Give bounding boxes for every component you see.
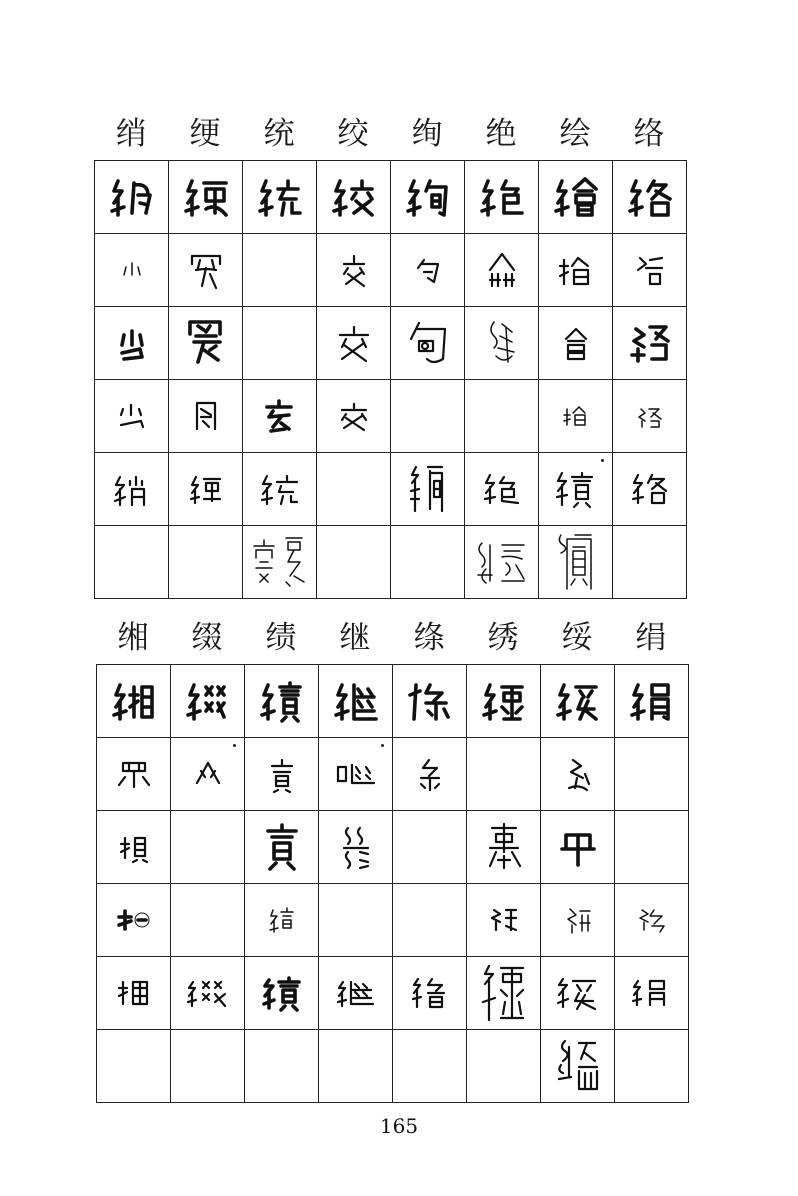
- glyph-cell: [319, 884, 393, 957]
- glyph-cell: [317, 307, 391, 380]
- glyph-image: [259, 395, 301, 437]
- glyph-image: [260, 821, 304, 873]
- glyph-image: [630, 250, 670, 290]
- glyph-cell: [467, 1030, 541, 1103]
- glyph-cell: [243, 307, 317, 380]
- glyph-image: [191, 397, 221, 435]
- glyph-image: [188, 471, 224, 507]
- glyph-image: [250, 532, 310, 592]
- header-char: 绠: [189, 115, 221, 152]
- glyph-image: [630, 469, 670, 509]
- glyph-cell: [171, 738, 245, 811]
- glyph-cell: [465, 234, 539, 307]
- glyph-cell: [245, 957, 319, 1030]
- glyph-cell: [171, 957, 245, 1030]
- glyph-cell: [97, 884, 171, 957]
- glyph-image: [552, 173, 600, 221]
- glyph-image: [554, 677, 602, 725]
- glyph-image: [115, 976, 153, 1010]
- mark-dot: [233, 744, 236, 747]
- glyph-image: [479, 962, 529, 1024]
- glyph-image: [112, 469, 152, 509]
- header-char: 绢: [635, 619, 667, 656]
- glyph-image: [338, 822, 374, 872]
- glyph-image: [488, 904, 520, 936]
- header-char: 绣: [487, 619, 519, 656]
- glyph-image: [184, 316, 228, 370]
- glyph-image: [115, 905, 153, 935]
- glyph-image: [185, 976, 231, 1010]
- glyph-cell: [245, 884, 319, 957]
- glyph-image: [267, 904, 297, 936]
- glyph-cell: [393, 884, 467, 957]
- glyph-cell: [613, 380, 687, 453]
- glyph-cell: [97, 738, 171, 811]
- glyph-image: [408, 461, 448, 517]
- glyph-image: [558, 825, 598, 869]
- glyph-cell: [391, 161, 465, 234]
- glyph-cell: [391, 380, 465, 453]
- glyph-cell: [393, 1030, 467, 1103]
- glyph-image: [561, 401, 591, 431]
- table-2-header: [96, 614, 688, 662]
- glyph-cell: [541, 957, 615, 1030]
- glyph-cell: [243, 161, 317, 234]
- glyph-image: [555, 973, 601, 1013]
- header-char: 络: [633, 115, 665, 152]
- glyph-cell: [97, 665, 171, 738]
- glyph-cell: [391, 453, 465, 526]
- glyph-image: [472, 535, 532, 589]
- glyph-image: [330, 173, 378, 221]
- glyph-cell: [539, 234, 613, 307]
- glyph-cell: [97, 1030, 171, 1103]
- glyph-cell: [539, 307, 613, 380]
- glyph-image: [335, 976, 377, 1010]
- glyph-image: [556, 250, 596, 290]
- glyph-cell: [541, 665, 615, 738]
- glyph-image: [482, 248, 522, 292]
- glyph-image: [558, 323, 594, 363]
- glyph-image: [635, 401, 665, 431]
- glyph-cell: [613, 526, 687, 599]
- glyph-cell: [539, 453, 613, 526]
- glyph-cell: [541, 1030, 615, 1103]
- glyph-cell: [615, 957, 689, 1030]
- table-1-grid: [94, 160, 687, 599]
- mark-dot: [601, 459, 604, 462]
- glyph-cell: [541, 738, 615, 811]
- glyph-image: [191, 757, 225, 791]
- glyph-cell: [541, 884, 615, 957]
- header-char: 绝: [485, 115, 517, 152]
- glyph-cell: [171, 665, 245, 738]
- glyph-cell: [317, 526, 391, 599]
- glyph-image: [410, 252, 446, 288]
- glyph-cell: [95, 161, 169, 234]
- header-char: 绦: [413, 619, 445, 656]
- glyph-cell: [465, 380, 539, 453]
- glyph-cell: [317, 380, 391, 453]
- header-char: 缃: [117, 619, 149, 656]
- glyph-image: [562, 903, 594, 937]
- glyph-image: [258, 677, 306, 725]
- glyph-image: [261, 974, 303, 1012]
- glyph-image: [406, 677, 454, 725]
- glyph-image: [410, 973, 450, 1013]
- glyph-image: [561, 754, 595, 794]
- glyph-cell: [393, 811, 467, 884]
- glyph-image: [182, 173, 230, 221]
- glyph-image: [256, 173, 304, 221]
- header-char: 绩: [265, 619, 297, 656]
- header-char: 绞: [337, 115, 369, 152]
- glyph-image: [113, 399, 151, 433]
- glyph-cell: [393, 665, 467, 738]
- glyph-image: [478, 173, 526, 221]
- glyph-cell: [243, 234, 317, 307]
- glyph-image: [184, 677, 232, 725]
- glyph-image: [482, 469, 522, 509]
- header-char: 绥: [561, 619, 593, 656]
- glyph-cell: [539, 161, 613, 234]
- glyph-image: [110, 677, 158, 725]
- glyph-image: [115, 755, 153, 793]
- glyph-image: [336, 250, 372, 290]
- glyph-cell: [95, 234, 169, 307]
- glyph-cell: [243, 526, 317, 599]
- header-char: 绘: [559, 115, 591, 152]
- glyph-cell: [541, 811, 615, 884]
- glyph-cell: [615, 884, 689, 957]
- glyph-image: [482, 316, 522, 370]
- glyph-cell: [317, 161, 391, 234]
- glyph-cell: [169, 234, 243, 307]
- glyph-cell: [169, 380, 243, 453]
- glyph-cell: [319, 738, 393, 811]
- header-char: 缀: [191, 619, 223, 656]
- glyph-image: [482, 820, 526, 874]
- glyph-image: [334, 321, 374, 365]
- glyph-cell: [613, 234, 687, 307]
- glyph-cell: [391, 234, 465, 307]
- glyph-cell: [243, 453, 317, 526]
- glyph-image: [112, 323, 152, 363]
- glyph-image: [551, 531, 601, 593]
- glyph-cell: [97, 811, 171, 884]
- glyph-cell: [171, 884, 245, 957]
- glyph-image: [117, 830, 151, 864]
- glyph-image: [404, 173, 452, 221]
- glyph-cell: [539, 380, 613, 453]
- glyph-image: [332, 677, 380, 725]
- glyph-image: [628, 677, 676, 725]
- glyph-cell: [319, 811, 393, 884]
- glyph-image: [628, 319, 672, 367]
- glyph-image: [334, 757, 378, 791]
- table-2-grid: [96, 664, 689, 1103]
- glyph-image: [259, 470, 301, 508]
- table-1-header: [94, 110, 686, 158]
- glyph-cell: [171, 1030, 245, 1103]
- glyph-image: [413, 754, 447, 794]
- glyph-cell: [243, 380, 317, 453]
- glyph-cell: [319, 957, 393, 1030]
- header-char: 绚: [411, 115, 443, 152]
- header-char: 继: [339, 619, 371, 656]
- glyph-cell: [465, 161, 539, 234]
- glyph-image: [264, 754, 300, 794]
- glyph-cell: [95, 380, 169, 453]
- glyph-cell: [245, 738, 319, 811]
- glyph-cell: [467, 811, 541, 884]
- glyph-cell: [317, 234, 391, 307]
- glyph-cell: [245, 1030, 319, 1103]
- glyph-cell: [245, 811, 319, 884]
- glyph-image: [554, 467, 598, 511]
- glyph-cell: [169, 307, 243, 380]
- glyph-cell: [171, 811, 245, 884]
- glyph-cell: [393, 957, 467, 1030]
- glyph-cell: [95, 453, 169, 526]
- mark-dot: [381, 744, 384, 747]
- glyph-cell: [467, 884, 541, 957]
- glyph-image: [480, 677, 528, 725]
- glyph-image: [630, 975, 674, 1011]
- glyph-cell: [467, 665, 541, 738]
- glyph-cell: [393, 738, 467, 811]
- glyph-image: [626, 173, 674, 221]
- header-char: 统: [263, 115, 295, 152]
- glyph-cell: [245, 665, 319, 738]
- glyph-cell: [169, 453, 243, 526]
- glyph-cell: [169, 526, 243, 599]
- glyph-cell: [95, 307, 169, 380]
- glyph-cell: [465, 453, 539, 526]
- glyph-image: [551, 1037, 605, 1095]
- glyph-cell: [467, 957, 541, 1030]
- glyph-cell: [615, 665, 689, 738]
- glyph-cell: [391, 526, 465, 599]
- glyph-image: [403, 315, 453, 371]
- glyph-image: [108, 173, 156, 221]
- glyph-cell: [613, 453, 687, 526]
- glyph-cell: [465, 307, 539, 380]
- glyph-cell: [613, 161, 687, 234]
- header-char: 绡: [115, 115, 147, 152]
- page-number: 165: [379, 1114, 419, 1138]
- glyph-cell: [467, 738, 541, 811]
- glyph-cell: [613, 307, 687, 380]
- glyph-image: [186, 248, 226, 292]
- glyph-cell: [615, 1030, 689, 1103]
- glyph-image: [336, 398, 372, 434]
- glyph-cell: [615, 811, 689, 884]
- glyph-cell: [95, 526, 169, 599]
- glyph-image: [636, 904, 668, 936]
- glyph-cell: [169, 161, 243, 234]
- glyph-cell: [391, 307, 465, 380]
- glyph-cell: [317, 453, 391, 526]
- glyph-cell: [319, 665, 393, 738]
- glyph-image: [117, 255, 147, 285]
- glyph-cell: [97, 957, 171, 1030]
- glyph-cell: [319, 1030, 393, 1103]
- glyph-cell: [465, 526, 539, 599]
- glyph-cell: [539, 526, 613, 599]
- glyph-cell: [615, 738, 689, 811]
